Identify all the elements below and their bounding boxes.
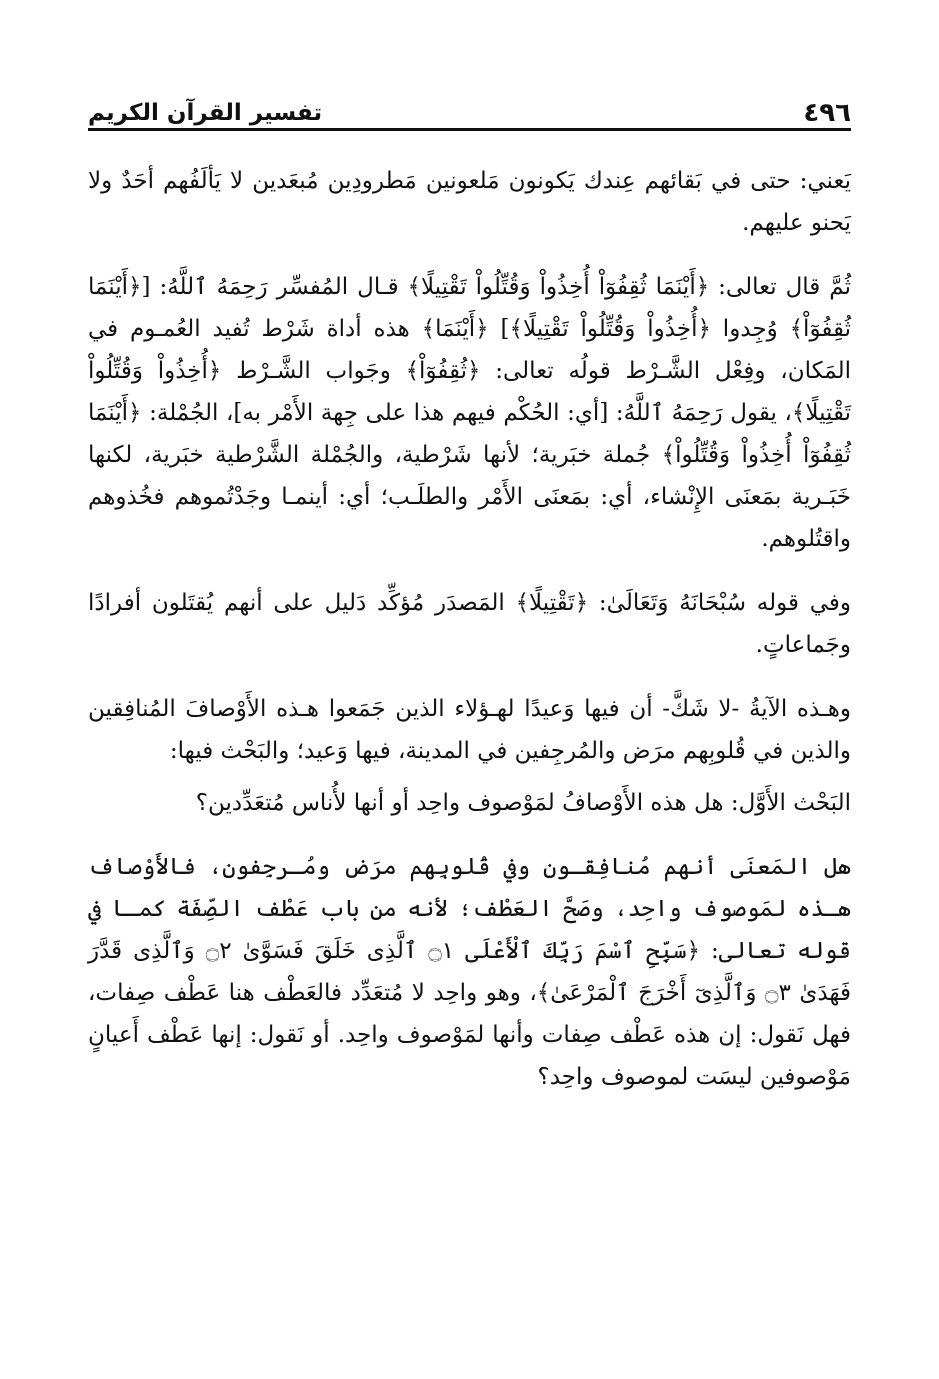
paragraph: وفي قوله سُبْحَانَهُ وَتَعَالَىٰ: ﴿تَقْتِيلًا﴾ المَصدَر مُؤكِّد دَليل على أنهم يُقتَلون أفرادًا وجَماعاتٍ. xyxy=(88,590,851,658)
page-header xyxy=(88,92,851,128)
header-divider xyxy=(88,128,851,131)
page-body xyxy=(88,160,851,1120)
paragraph: ثُمَّ قال تعالى: ﴿أَيْنَمَا ثُقِفُوٓاْ أُخِذُواْ وَقُتِّلُواْ تَقْتِيلًا﴾ قـال المُفسِّر رَحِمَهُ ٱللَّهُ: [﴿أَيْنَمَا ثُقِفُوٓاْ﴾ وُجِدوا ﴿أُخِذُواْ وَقُتِّلُواْ تَقْتِيلًا﴾] ﴿أَيْنَمَا﴾ هذه أداة شَرْط تُفيد العُمـوم في المَكان، وفِعْل الشَّـرْط قولُه تعالى: ﴿ثُقِفُوٓاْ﴾ وجَواب الشَّـرْط ﴿أُخِذُواْ وَقُتِّلُواْ تَقْتِيلًا﴾، يقول رَحِمَهُ ٱللَّهُ: [أي: الحُكْم فيهم هذا على جِهة الأَمْر به]، الجُمْلة: ﴿أَيْنَمَا ثُقِفُوٓاْ أُخِذُواْ وَقُتِّلُواْ﴾ جُملة خبَرية؛ لأنها شَرْطية، والجُمْلة الشَّرْطية خبَرية، لكنها خَبَـرية بمَعنَى الإِنْشاء، أي: بمَعنَى الأَمْر والطلَـب؛ أي: أينمـا وجَدْتُموهم فخُذوهم واقتُلوهم. xyxy=(88,274,851,552)
page-number: ٤٩٦ xyxy=(803,98,851,128)
section-heading: البَحْث الأَوَّل: هل هذه الأَوْصافُ لمَوْصوف واحِد أو أنها لأُناس مُتعَدِّدين؟ xyxy=(195,790,851,816)
paragraph: يَعني: حتى في بَقائهم عِندك يَكونون مَلعونين مَطرودِين مُبعَدين لا يَألَفُهم أحَدٌ ولا يَحنو عليهم. xyxy=(88,168,851,236)
book-title: تفسير القرآن الكريم xyxy=(88,100,323,126)
paragraph: هل المَعنَى أنهم مُنافِقـون وفي قُلوبِهم مرَض ومُـرجِفون، فالأَوْصاف هـذه لمَوصوف واحِد، وصَحَّ العَطْف؛ لأنه من باب عَطْف الصِّفَة كمـا في قوله تعالى: ﴿سَبِّحِ ٱسْمَ رَبِّكَ ٱلْأَعْلَى ۝١ ٱلَّذِى خَلَقَ فَسَوَّىٰ ۝٢ وَٱلَّذِى قَدَّرَ فَهَدَىٰ ۝٣ وَٱلَّذِىٓ أَخْرَجَ ٱلْمَرْعَىٰ﴾، وهو واحِد لا مُتعَدِّد فالعَطْف هنا عَطْف صِفات، فهل نَقول: إن هذه عَطْف صِفات وأنها لمَوْصوف واحِد. أو نَقول: إنها عَطْف أَعيانٍ مَوْصوفين ليسَت لموصوف واحِد؟ xyxy=(88,854,852,1090)
paragraph: وهـذه الآيةُ -لا شَكَّ- أن فيها وَعيدًا لهـؤلاء الذين جَمَعوا هـذه الأَوْصافَ المُنافِقين والذين في قُلوبِهم مرَض والمُرجِفين في المدينة، فيها وَعيد؛ والبَحْث فيها: xyxy=(88,696,851,764)
